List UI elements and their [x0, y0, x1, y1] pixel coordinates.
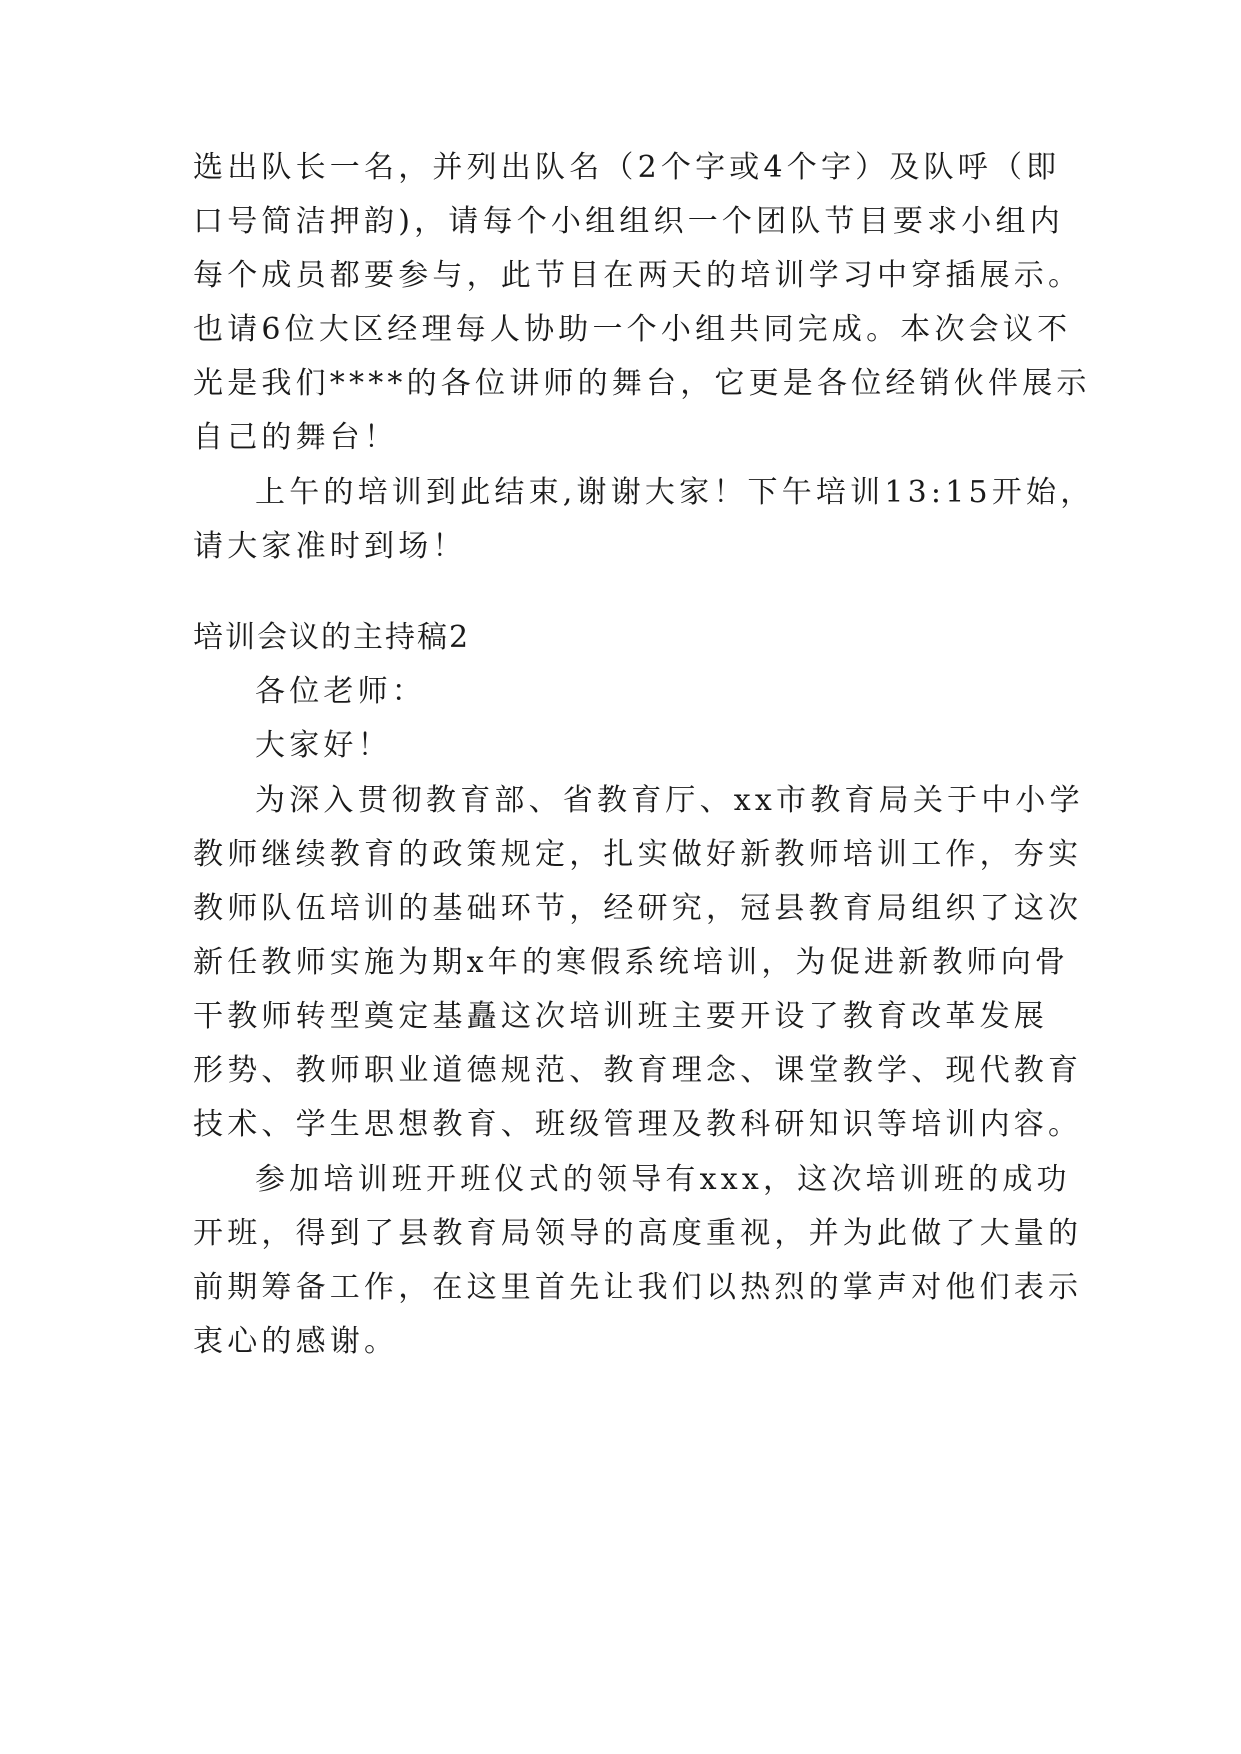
paragraph-1-line-2: 口号简洁押韵)，请每个小组组织一个团队节目要求小组内 [193, 204, 1064, 239]
paragraph-1-line-3: 每个成员都要参与，此节目在两天的培训学习中穿插展示。 [193, 258, 1083, 293]
paragraph-1-line-1: 选出队长一名，并列出队名（2个字或4个字）及队呼（即 [193, 150, 1061, 185]
paragraph-3-line-7: 技术、学生思想教育、班级管理及教科研知识等培训内容。 [193, 1107, 1083, 1142]
paragraph-3-line-2: 教师继续教育的政策规定，扎实做好新教师培训工作，夯实 [193, 837, 1083, 872]
paragraph-1-line-4: 也请6位大区经理每人协助一个小组共同完成。本次会议不 [193, 312, 1072, 347]
paragraph-2-line-2: 请大家准时到场！ [193, 529, 467, 564]
paragraph-3-line-1: 为深入贯彻教育部、省教育厅、xx市教育局关于中小学 [255, 783, 1084, 818]
greeting: 大家好！ [255, 728, 392, 763]
paragraph-3-line-3: 教师队伍培训的基础环节，经研究，冠县教育局组织了这次 [193, 891, 1083, 926]
salutation: 各位老师： [255, 674, 426, 709]
paragraph-4-line-1: 参加培训班开班仪式的领导有xxx，这次培训班的成功 [255, 1162, 1071, 1197]
paragraph-3-line-4: 新任教师实施为期x年的寒假系统培训，为促进新教师向骨 [193, 945, 1070, 980]
section-title: 培训会议的主持稿2 [193, 620, 471, 655]
paragraph-4-line-2: 开班，得到了县教育局领导的高度重视，并为此做了大量的 [193, 1216, 1083, 1251]
paragraph-4-line-3: 前期筹备工作，在这里首先让我们以热烈的掌声对他们表示 [193, 1270, 1083, 1305]
paragraph-3-line-6: 形势、教师职业道德规范、教育理念、课堂教学、现代教育 [193, 1053, 1083, 1088]
paragraph-2-line-1: 上午的培训到此结束,谢谢大家！下午培训13:15开始， [255, 475, 1095, 510]
paragraph-1-line-5: 光是我们****的各位讲师的舞台，它更是各位经销伙伴展示 [193, 366, 1091, 401]
paragraph-1-line-6: 自己的舞台！ [193, 420, 399, 455]
paragraph-4-line-4: 衷心的感谢。 [193, 1324, 399, 1359]
paragraph-3-line-5: 干教师转型奠定基矗这次培训班主要开设了教育改革发展 [193, 999, 1048, 1034]
